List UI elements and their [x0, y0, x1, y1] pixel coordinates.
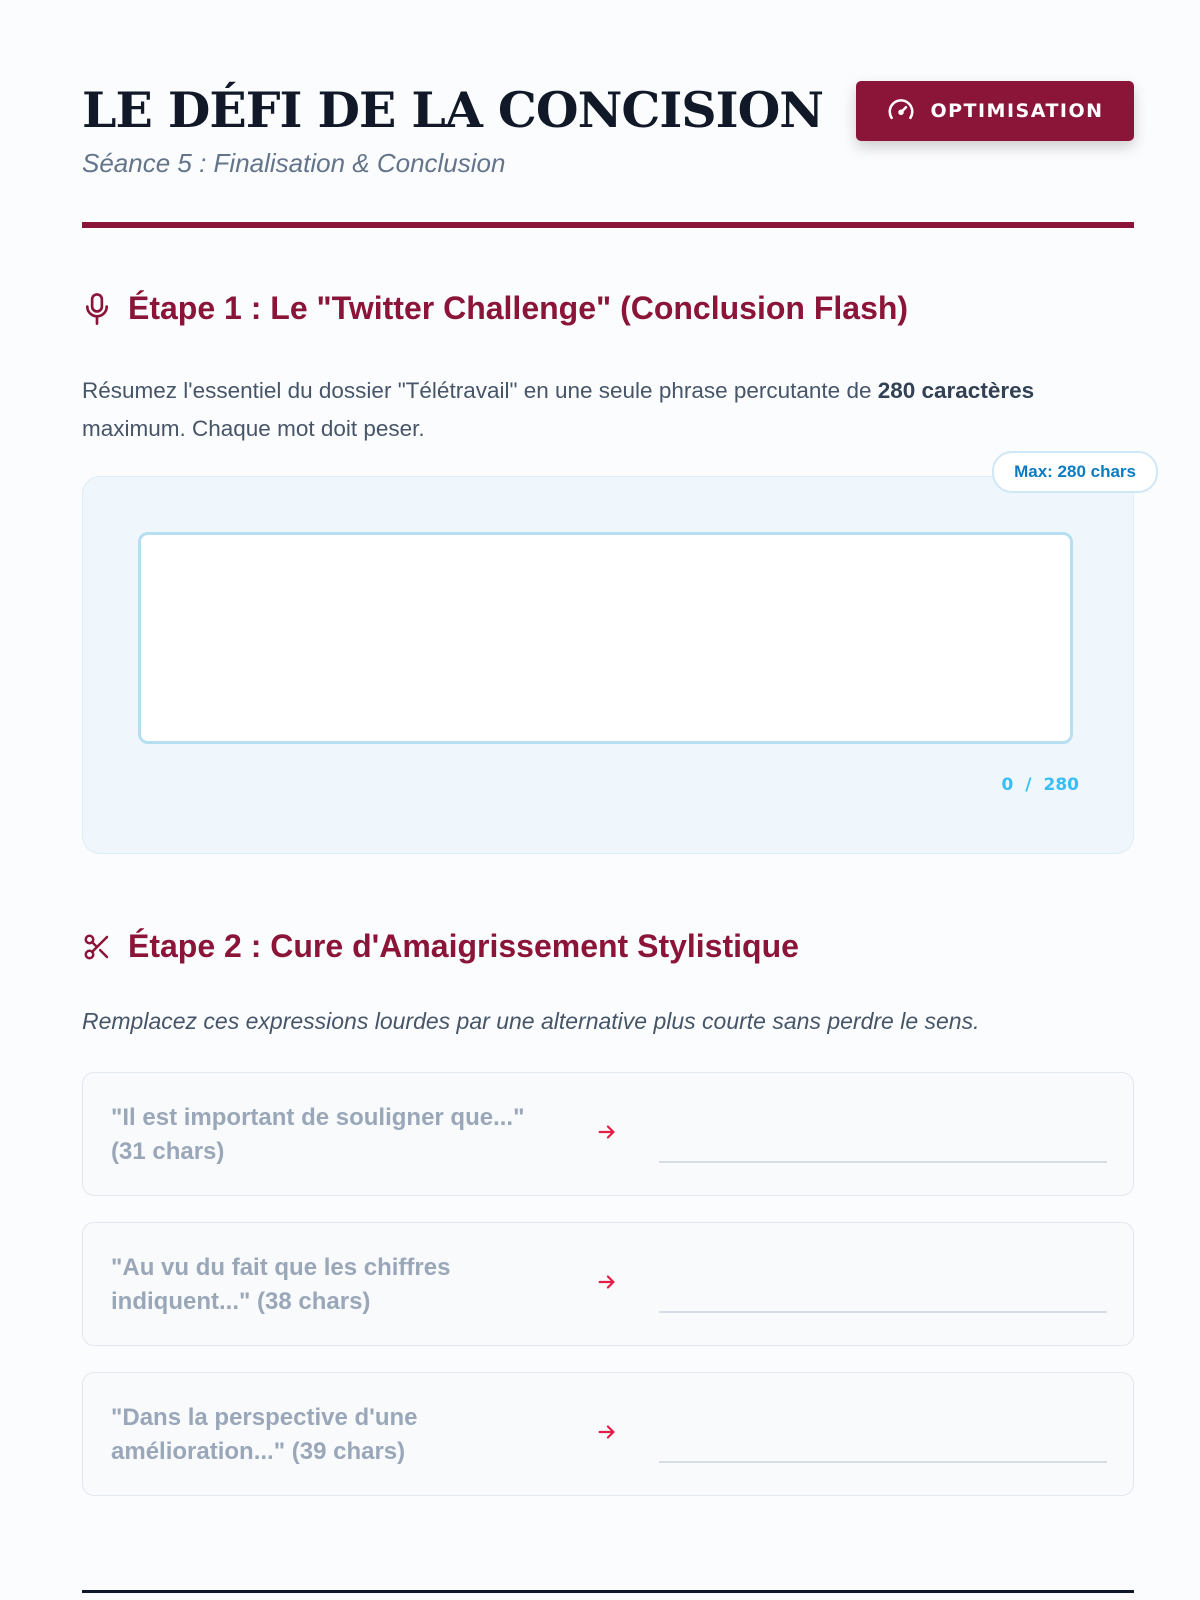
step2-instruction: Remplacez ces expressions lourdes par une alternative plus courte sans perdre le sens.: [82, 1008, 980, 1034]
max-chars-badge: Max: 280 chars: [992, 451, 1158, 493]
rewrite-phrase: "Au vu du fait que les chiffres indiquent..." (38 chars): [111, 1254, 451, 1315]
page-subtitle: Séance 5 : Finalisation & Conclusion: [82, 148, 506, 178]
rewrite-answer-input[interactable]: [659, 1425, 1107, 1463]
step1-instruction-bold: 280 caractères: [877, 378, 1035, 403]
step1-instruction: [82, 372, 1042, 448]
footer-divider: [82, 1590, 1134, 1593]
page: [82, 0, 1136, 1465]
rewrite-answer-input[interactable]: [659, 1125, 1107, 1163]
rewrite-answer-input[interactable]: [659, 1275, 1107, 1313]
gauge-icon: [886, 96, 916, 126]
rewrite-row: [82, 1372, 1134, 1496]
rewrite-row: [82, 1072, 1134, 1196]
step1-title: Étape 1 : Le "Twitter Challenge" (Conclusion Flash): [128, 290, 909, 326]
step1-instruction-end: maximum. Chaque mot doit peser.: [82, 416, 425, 441]
step2-title: Étape 2 : Cure d'Amaigrissement Stylistique: [128, 928, 799, 964]
char-counter-max: 280: [1043, 775, 1079, 795]
tweet-input[interactable]: [138, 532, 1073, 744]
step1-heading: [82, 290, 908, 327]
optimisation-button[interactable]: [856, 81, 1134, 141]
rewrite-phrase: "Il est important de souligner que..." (31 chars): [111, 1104, 525, 1165]
rewrite-row: [82, 1222, 1134, 1346]
step1-instruction-start: Résumez l'essentiel du dossier "Télétravail" en une seule phrase percutante de: [82, 378, 878, 403]
page-title: LE DÉFI DE LA CONCISION: [82, 81, 824, 139]
scissors-icon: [82, 930, 112, 964]
tweet-card: [82, 462, 1136, 854]
microphone-icon: [82, 292, 112, 326]
char-counter-separator: /: [1025, 775, 1032, 795]
page-header: [82, 0, 1134, 228]
char-counter: [1001, 775, 1079, 795]
arrow-right-icon: [596, 1271, 618, 1293]
optimisation-button-label: OPTIMISATION: [930, 100, 1104, 122]
char-counter-current: 0: [1001, 775, 1014, 795]
step2-heading: [82, 928, 799, 965]
arrow-right-icon: [596, 1121, 618, 1143]
arrow-right-icon: [596, 1421, 618, 1443]
header-divider: [82, 222, 1134, 228]
rewrite-phrase: "Dans la perspective d'une amélioration..." (39 chars): [111, 1404, 418, 1465]
